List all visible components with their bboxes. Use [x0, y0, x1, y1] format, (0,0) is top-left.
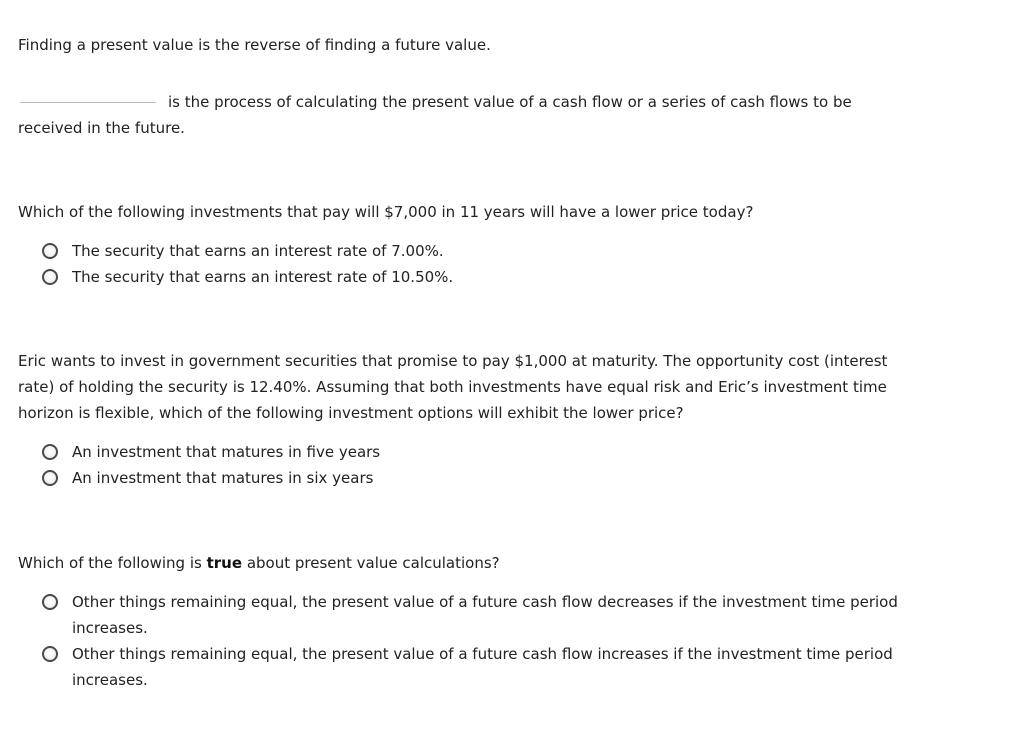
- blank-answer-field[interactable]: [20, 94, 156, 103]
- radio-button-icon[interactable]: [42, 646, 58, 662]
- radio-button-icon[interactable]: [42, 269, 58, 285]
- question-2: [18, 348, 953, 491]
- radio-button-icon[interactable]: [42, 243, 58, 259]
- radio-button-icon[interactable]: [42, 470, 58, 486]
- fill-blank-section: [18, 89, 953, 141]
- intro-text: Finding a present value is the reverse of finding a future value.: [18, 36, 491, 54]
- question-2-text: [18, 348, 953, 426]
- question-2-line-3: horizon is flexible, which of the following investment options will exhibit the lower price?: [18, 404, 684, 422]
- question-3-emphasis: true: [206, 554, 243, 572]
- question-1-text: Which of the following investments that pay will $7,000 in 11 years will have a lower price today?: [18, 203, 754, 221]
- question-2-option-a[interactable]: [18, 439, 953, 465]
- fill-blank-text: is the process of calculating the present value of a cash flow or a series of cash flows to be: [168, 93, 852, 111]
- fill-blank-continuation: received in the future.: [18, 119, 185, 137]
- radio-button-icon[interactable]: [42, 594, 58, 610]
- question-1-options: [18, 238, 953, 290]
- question-3-text-after: about present value calculations?: [246, 554, 500, 572]
- question-2-line-1: Eric wants to invest in government securities that promise to pay $1,000 at maturity. The opportunity cost (interest: [18, 352, 888, 370]
- intro-section: [18, 32, 953, 58]
- question-1-option-b[interactable]: [18, 264, 953, 290]
- option-label: An investment that matures in six years: [72, 469, 374, 487]
- question-2-option-b[interactable]: [18, 465, 953, 491]
- option-label: Other things remaining equal, the present value of a future cash flow increases if the investment time period increases.: [72, 645, 893, 689]
- question-3-text-before: Which of the following is: [18, 554, 202, 572]
- option-label: The security that earns an interest rate of 10.50%.: [72, 268, 454, 286]
- question-1: [18, 199, 953, 290]
- option-label: The security that earns an interest rate of 7.00%.: [72, 242, 444, 260]
- option-label: An investment that matures in five years: [72, 443, 381, 461]
- question-3-options: [18, 589, 953, 693]
- question-3: [18, 550, 953, 693]
- option-label: Other things remaining equal, the present value of a future cash flow decreases if the investment time period increases.: [72, 593, 898, 637]
- radio-button-icon[interactable]: [42, 444, 58, 460]
- question-3-option-a[interactable]: [18, 589, 953, 641]
- question-3-text: [18, 550, 953, 576]
- question-2-line-2: rate) of holding the security is 12.40%. Assuming that both investments have equal risk and Eric’s investment time: [18, 378, 887, 396]
- fill-blank-sentence: [18, 89, 953, 141]
- question-3-option-b[interactable]: [18, 641, 953, 693]
- question-1-option-a[interactable]: [18, 238, 953, 264]
- question-2-options: [18, 439, 953, 491]
